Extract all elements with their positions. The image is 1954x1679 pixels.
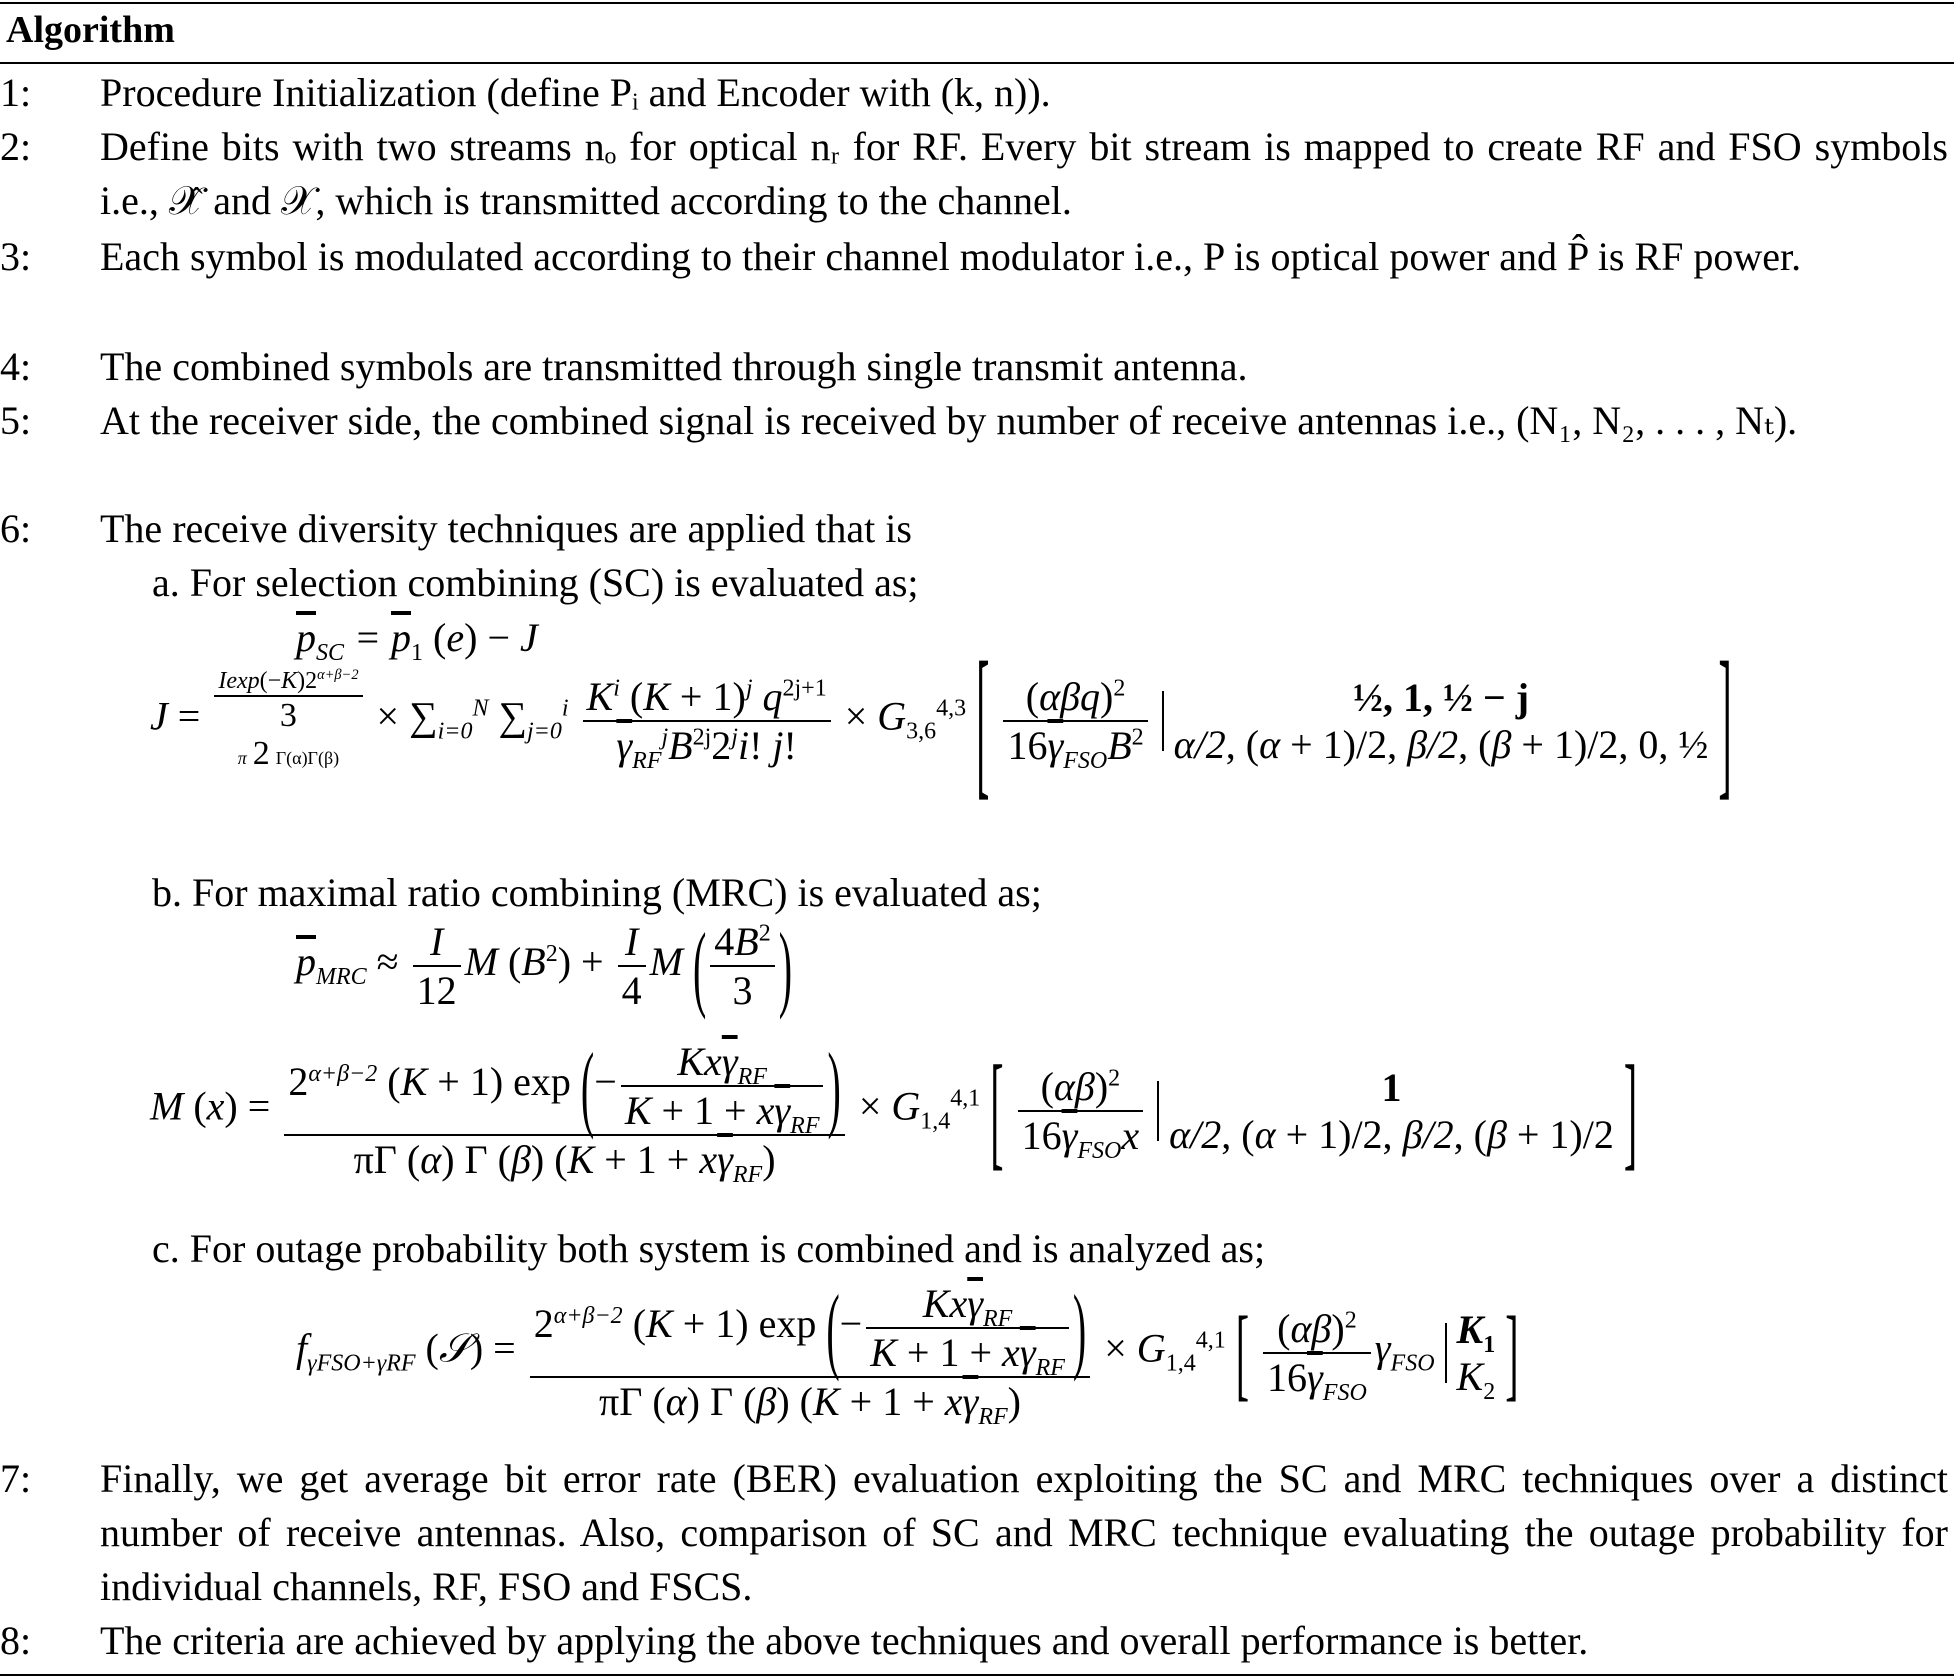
top-rule (0, 2, 1954, 4)
step-text: Each symbol is modulated according to their channel modulator i.e., P is optical power and P̂ is RF power. (100, 234, 1802, 279)
equation-m-x: M (x) = $2^{\alpha+\beta-2}$ (K + 1) exp (− $\frac{Kx\overline{\gamma}_{RF}}{K + 1 + x\overline{\gamma}_{RF}}$ ) πΓ (α) Γ (β) $(K + 1 + x\overline{\gamma}_{RF})$ × $G_{1,4}^{4,1}$ [ $\frac{(\alpha\beta)^2}{16\overline{\gamma}_{FSO}x}$ 1 α/2, (α + 1)/2, β/2, (β + 1)/2 ] (150, 1032, 1638, 1188)
step-text: Finally, we get average bit error rate (BER) evaluation exploiting the SC and MRC techniques over a distinct number of receive antennas. Also, comparison of SC and MRC technique evaluating the outage probability for individual channels, RF, FSO and FSCS. (100, 1456, 1948, 1609)
equation-p-mrc: $\overline{p}_{MRC}$ ≈ $\frac{I}{12}$ M $(B^2)$ + $\frac{I}{4}$ M ( $\frac{4B^2}{3}$ ) (296, 912, 793, 1020)
step-text: Procedure Initialization (define Pᵢ and Encoder with (k, n)). (100, 70, 1051, 115)
header-rule (0, 62, 1954, 64)
step-text: The criteria are achieved by applying the above techniques and overall performance is better. (100, 1618, 1589, 1663)
bottom-rule (0, 1674, 1954, 1676)
step-number: 7: (0, 1456, 32, 1501)
step-number: 8: (0, 1618, 32, 1663)
equation-p-sc: $\overline{p}_{SC} = \overline{p}_1$ (e) − J (296, 615, 538, 666)
step-number: 5: (0, 398, 32, 443)
step-number: 3: (0, 234, 32, 279)
step-text: At the receiver side, the combined signal is received by number of receive antennas i.e., (N₁, N₂, . . . , Nₜ). (100, 398, 1798, 443)
step-number: 4: (0, 344, 32, 389)
equation-j: J = $Iexp(-K)2^{\alpha+\beta-2}$ 3 π 2 Γ(α)Γ(β) × $\sum_{i=0}^N$ $\sum_{j=0}^i$ $\frac{K^i (K + 1)^j q^{2j+1}}{\overline{\gamma}_{RF}^jB^{2j}2^ji! j!}$ × $G_{3,6}^{4,3}$ [ $\frac{(\alpha\beta q)^2}{16\overline{\gamma}_{FSO}B^2}$ ½, 1, ½ − j α/2, (α + 1)/2, β/2, (β + 1)/2, 0, ½ ] (150, 626, 1732, 815)
substep-c: c. For outage probability both system is combined and is analyzed as; (152, 1226, 1266, 1271)
step-text: Define bits with two streams nₒ for optical nᵣ for RF. Every bit stream is mapped to create RF and FSO symbols i.e., 𝒳̂ and 𝒳, which is transmitted according to the channel. (100, 124, 1948, 223)
substep-b: b. For maximal ratio combining (MRC) is evaluated as; (152, 870, 1042, 915)
algorithm-title: Algorithm (6, 9, 175, 51)
step-number: 2: (0, 124, 32, 169)
equation-f-outage: $f_{\gamma FSO+\gamma RF}$ (𝒮) = $2^{\alpha+\beta-2}$ (K + 1) exp (− $\frac{Kx\overline{\gamma}_{RF}}{K + 1 + x\overline{\gamma}_{RF}}$ ) πΓ (α) Γ (β) $(K + 1 + x\overline{\gamma}_{RF})$ × $G_{1,4}^{4,1}$ [ $\frac{(\alpha\beta)^2}{16\overline{\gamma}_{FSO}}$ $\gamma_{FSO}$ $K_1$ $K_2$ ] (296, 1274, 1519, 1430)
step-number: 1: (0, 70, 32, 115)
step-text: The combined symbols are transmitted through single transmit antenna. (100, 344, 1248, 389)
step-text: The receive diversity techniques are applied that is (100, 506, 912, 551)
step-number: 6: (0, 506, 32, 551)
substep-a: a. For selection combining (SC) is evaluated as; (152, 560, 919, 605)
